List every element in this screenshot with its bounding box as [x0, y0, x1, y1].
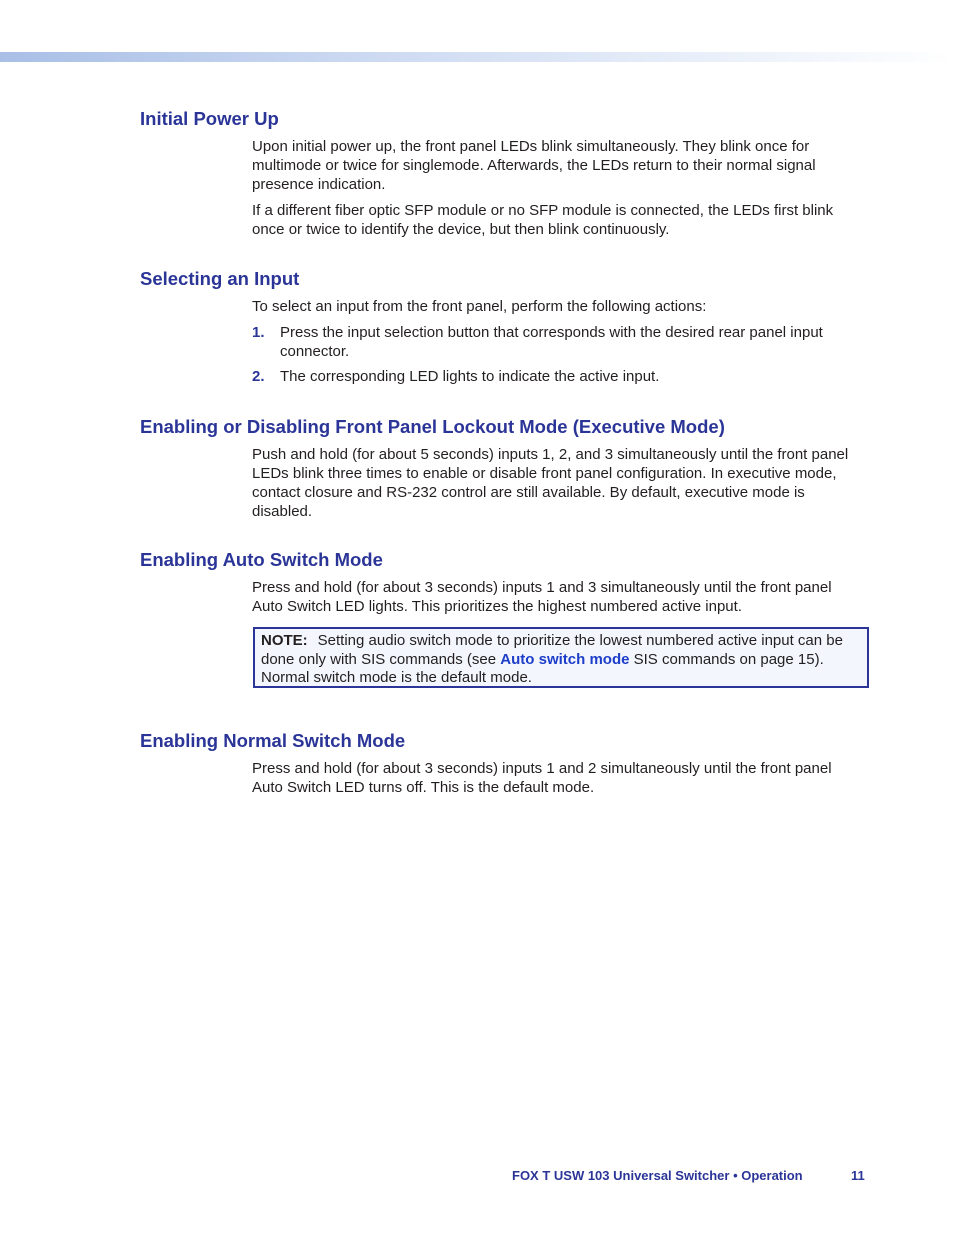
paragraph: Push and hold (for about 5 seconds) inputs 1, 2, and 3 simultaneously until the front panel LEDs blink three times to enable or disable front panel configuration. In executive mode, contact closure and RS-232 control are still available. By default, executive mode is disabled. — [252, 446, 849, 520]
header-gradient-bar — [0, 52, 954, 62]
auto-switch-mode-link[interactable]: Auto switch mode — [500, 650, 630, 668]
note-text: SIS commands on page 15). Normal switch mode is the default mode. — [261, 650, 824, 686]
paragraph: To select an input from the front panel, perform the following actions: — [252, 298, 707, 315]
note-text: Setting audio switch mode to prioritize the lowest numbered active input can be done only with SIS commands (see — [261, 632, 843, 668]
list-item — [252, 323, 864, 361]
heading-normal-switch-mode: Enabling Normal Switch Mode — [140, 730, 406, 751]
note-box — [253, 627, 869, 688]
footer-title: FOX T USW 103 Universal Switcher • Operation — [512, 1168, 803, 1183]
note-content — [261, 632, 861, 688]
paragraph: Press and hold (for about 3 seconds) inputs 1 and 2 simultaneously until the front panel Auto Switch LED turns off. This is the default mode. — [252, 760, 832, 796]
heading-selecting-an-input: Selecting an Input — [140, 268, 300, 289]
paragraph: Upon initial power up, the front panel LEDs blink simultaneously. They blink once for multimode or twice for singlemode. Afterwards, the LEDs return to their normal signal presence indication. — [252, 138, 816, 193]
heading-executive-mode: Enabling or Disabling Front Panel Lockout Mode (Executive Mode) — [140, 416, 725, 437]
step-text: Press the input selection button that corresponds with the desired rear panel input connector. — [280, 324, 823, 360]
paragraph: If a different fiber optic SFP module or no SFP module is connected, the LEDs first blink once or twice to identify the device, but then blink continuously. — [252, 202, 834, 238]
page-number: 11 — [851, 1168, 865, 1183]
step-text: The corresponding LED lights to indicate the active input. — [280, 368, 660, 385]
list-item — [252, 367, 864, 386]
heading-initial-power-up: Initial Power Up — [140, 108, 279, 129]
heading-auto-switch-mode: Enabling Auto Switch Mode — [140, 549, 383, 570]
paragraph: Press and hold (for about 3 seconds) inputs 1 and 3 simultaneously until the front panel Auto Switch LED lights. This prioritizes the highest numbered active input. — [252, 579, 832, 615]
note-label: NOTE: — [261, 632, 308, 649]
step-number: 1. — [252, 324, 265, 341]
step-number: 2. — [252, 368, 265, 385]
